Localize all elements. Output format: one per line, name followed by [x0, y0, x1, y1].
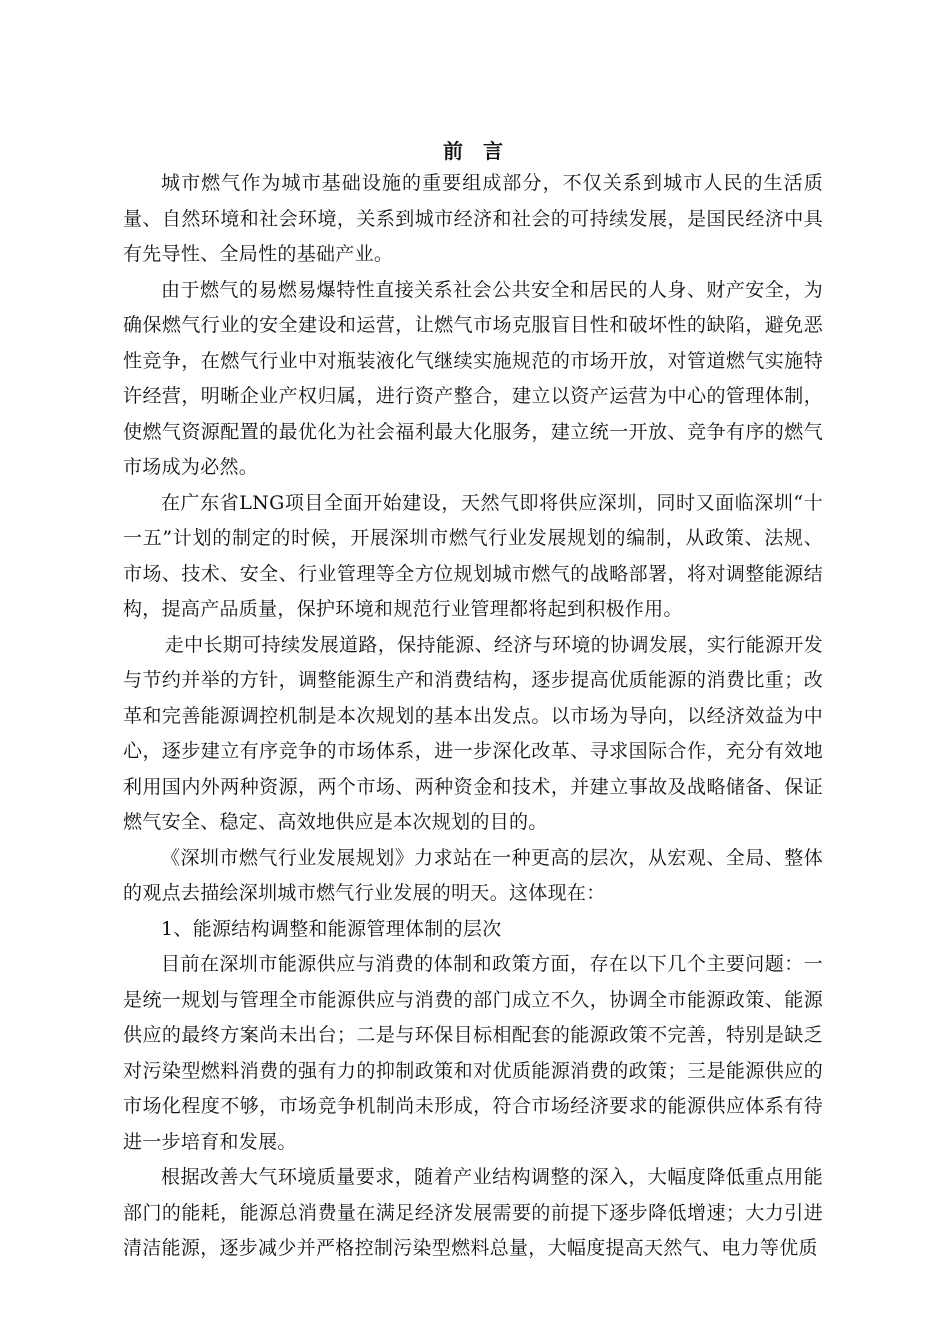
paragraph-lng: 在广东省LNG项目全面开始建设，天然气即将供应深圳，同时又面临深圳“十一五”计划的制定的时候，开展深圳市燃气行业发展规划的编制，从政策、法规、市场、技术、安全、行业管理等全方位规划城市燃气的战略部署，将对调整能源结构，提高产品质量，保护环境和规范行业管理都将起到积极作用。 — [123, 491, 823, 620]
document-title — [123, 136, 823, 166]
title-char-left: 前 — [443, 139, 463, 163]
paragraph-plan-overview: 《深圳市燃气行业发展规划》力求站在一种更高的层次，从宏观、全局、整体的观点去描绘深圳城市燃气行业发展的明天。这体现在： — [123, 846, 823, 904]
document-body — [123, 136, 823, 1267]
paragraph-safety: 由于燃气的易燃易爆特性直接关系社会公共安全和居民的人身、财产安全，为确保燃气行业的安全建设和运营，让燃气市场克服盲目性和破坏性的缺陷，避免恶性竞争，在燃气行业中对瓶装液化气继续实施规范的市场开放，对管道燃气实施特许经营，明晰企业产权归属，进行资产整合，建立以资产运营为中心的管理体制，使燃气资源配置的最优化为社会福利最大化服务，建立统一开放、竞争有序的燃气市场成为必然。 — [123, 278, 823, 478]
paragraph-problems: 目前在深圳市能源供应与消费的体制和政策方面，存在以下几个主要问题：一是统一规划与管理全市能源供应与消费的部门成立不久，协调全市能源政策、能源供应的最终方案尚未出台；二是与环保目标相配套的能源政策不完善，特别是缺乏对污染型燃料消费的强有力的抑制政策和对优质能源消费的政策；三是能源供应的市场化程度不够，市场竞争机制尚未形成，符合市场经济要求的能源供应体系有待进一步培育和发展。 — [123, 953, 823, 1153]
section-heading-1: 1、能源结构调整和能源管理体制的层次 — [161, 917, 502, 940]
paragraph-strategy: 走中长期可持续发展道路，保持能源、经济与环境的协调发展，实行能源开发与节约并举的方针，调整能源生产和消费结构，逐步提高优质能源的消费比重；改革和完善能源调控机制是本次规划的基本出发点。以市场为导向，以经济效益为中心，逐步建立有序竞争的市场体系，进一步深化改革、寻求国际合作，充分有效地利用国内外两种资源，两个市场、两种资金和技术，并建立事故及战略储备、保证燃气安全、稳定、高效地供应是本次规划的目的。 — [123, 633, 823, 833]
title-char-right: 言 — [483, 139, 503, 163]
paragraph-environment: 根据改善大气环境质量要求，随着产业结构调整的深入，大幅度降低重点用能部门的能耗，能源总消费量在满足经济发展需要的前提下逐步降低增速；大力引进清洁能源，逐步减少并严格控制污染型燃料总量，大幅度提高天然气、电力等优质 — [123, 1166, 823, 1259]
paragraph-intro: 城市燃气作为城市基础设施的重要组成部分，不仅关系到城市人民的生活质量、自然环境和社会环境，关系到城市经济和社会的可持续发展，是国民经济中具有先导性、全局性的基础产业。 — [123, 172, 823, 265]
